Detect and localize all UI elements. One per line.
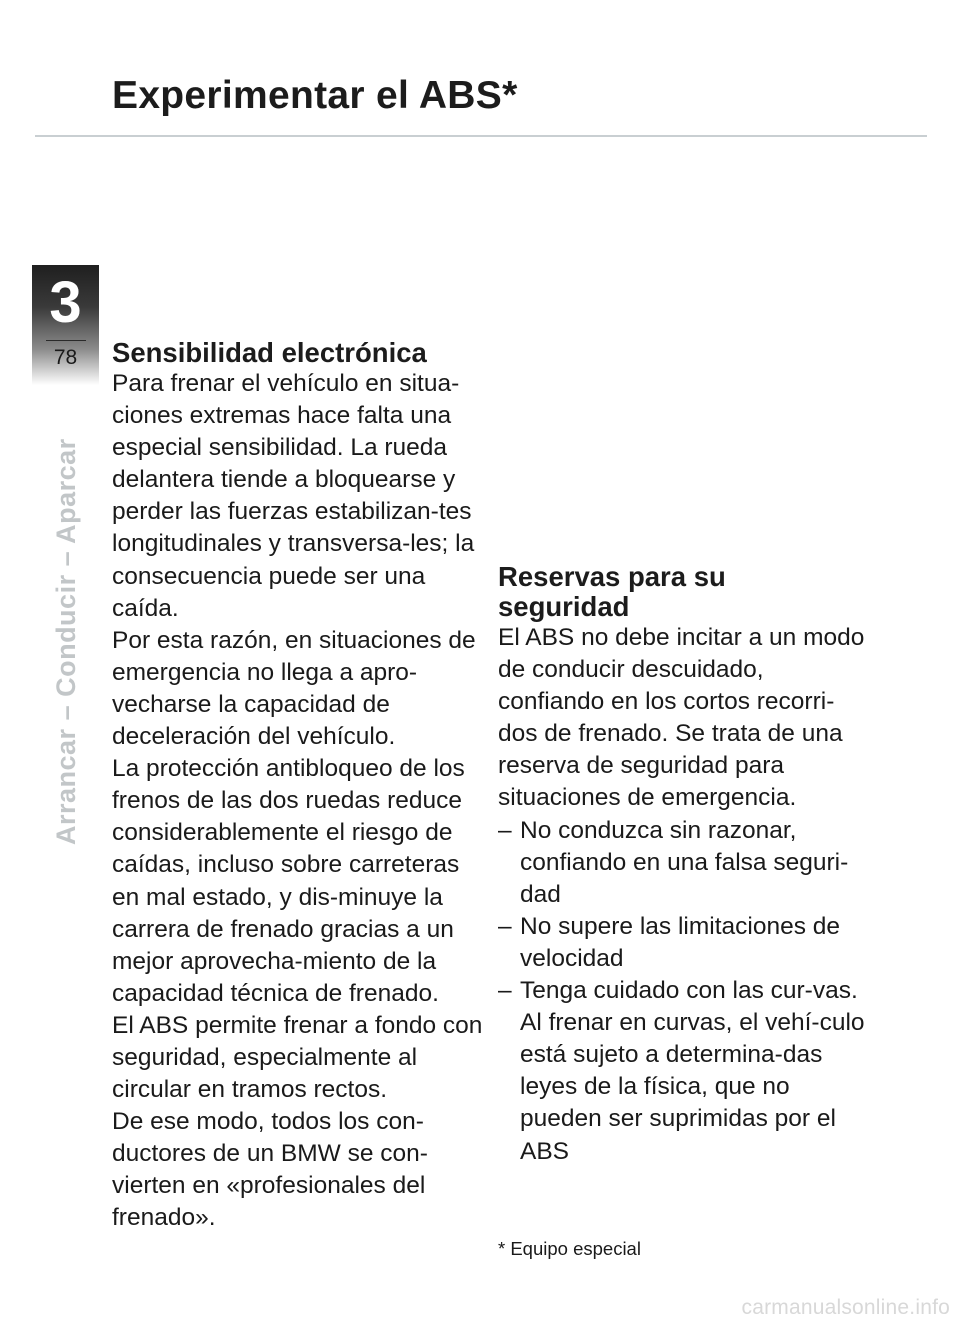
list-item-note: Al frenar en curvas, el vehí-culo está sujeto a determina-das leyes de la física, que no pueden ser suprimidas por el ABS [520,1009,865,1165]
bullet-dash: – [498,977,512,1005]
bullet-dash: – [498,816,512,844]
page-title: Experimentar el ABS* [112,74,518,117]
heading-line: seguridad [498,591,630,622]
list-item-text: No conduzca sin razonar, confiando en una falsa seguri-dad [520,816,849,908]
list-item-text: Tenga cuidado con las cur-vas. [520,977,858,1005]
chapter-divider [46,340,86,341]
chapter-side-label: Arrancar – Conducir – Aparcar [51,438,81,845]
left-column [112,338,487,1235]
bullet-dash: – [498,912,512,940]
paragraph: De ese modo, todos los con-ductores de un BMW se con-vierten en «profesionales del frenado». [112,1108,428,1232]
list-item [498,911,873,975]
chapter-number: 3 [49,270,82,335]
page-number: 78 [53,346,78,369]
list-item [498,815,873,911]
heading-line: Reservas para su [498,561,726,592]
paragraph: El ABS no debe incitar a un modo de conducir descuidado, confiando en los cortos recorri-dos de frenado. Se trata de una reserva de seguridad para situaciones de emergencia. [498,624,865,812]
chapter-tab [32,265,99,385]
title-divider [35,135,927,137]
watermark: carmanualsonline.info [741,1296,950,1319]
list-item-text: No supere las limitaciones de velocidad [520,912,841,972]
bullet-list [498,815,873,1168]
paragraph: El ABS permite frenar a fondo con seguridad, especialmente al circular en tramos rectos. [112,1011,483,1104]
paragraph: Para frenar el vehículo en situa-ciones extremas hace falta una especial sensibilidad. La rueda delantera tiende a bloquearse y perder las fuerzas estabilizan-tes longitudinales y transversa-les; la consecuencia puede ser una caída. [112,370,475,622]
right-column [498,562,873,1168]
list-item [498,975,873,1168]
paragraph: La protección antibloqueo de los frenos de las dos ruedas reduce considerablemente el riesgo de caídas, incluso sobre carreteras en mal estado, y dis-minuye la carrera de frenado gracias a un mejor aprovecha-miento de la capacidad técnica de frenado. [112,755,465,1007]
paragraph: Por esta razón, en situaciones de emergencia no llega a apro-vecharse la capacidad de deceleración del vehículo. [112,626,476,751]
section-heading-reservas [498,562,873,622]
section-heading-sensibilidad: Sensibilidad electrónica [112,337,427,368]
footnote: * Equipo especial [498,1238,641,1259]
